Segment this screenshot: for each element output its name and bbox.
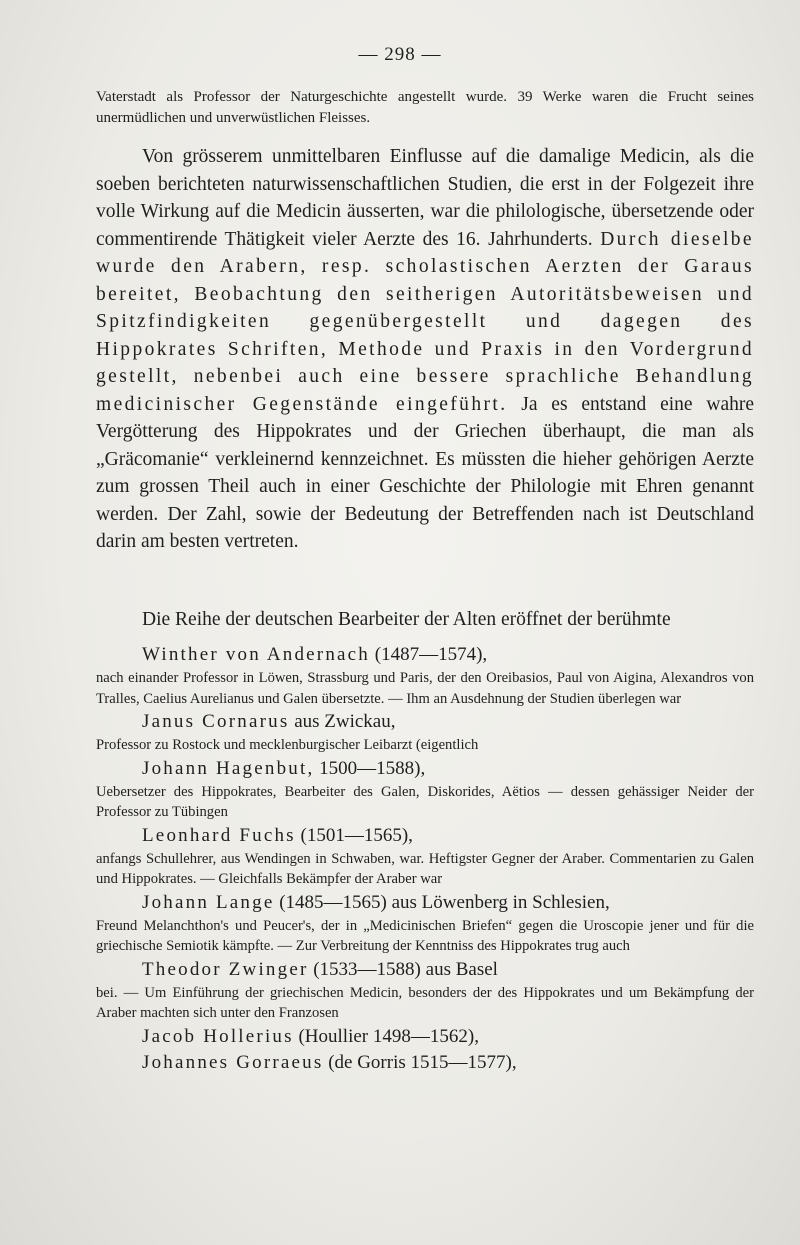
entry-fuchs <box>96 823 754 890</box>
entry-rest: (de Gorris 1515—1577), <box>323 1051 517 1073</box>
entry-description: anfangs Schullehrer, aus Wendingen in Schwaben, war. Heftigster Gegner der Araber. Commentarien zu Galen und Hippokrates. — Gleichfalls Bekämpfer der Araber war <box>96 850 754 887</box>
entry-heading <box>96 756 754 782</box>
main-paragraph-part1: Von grösserem unmittelbaren Einflusse auf die damalige Medicin, als die soeben berichteten naturwissenschaftlichen Studien, die erst in der Folgezeit ihre volle Wirkung auf die Medicin äusserten, war die philologische, übersetzende oder commentirende Thätigkeit vieler Aerzte des 16. Jahrhunderts. <box>96 146 754 250</box>
main-paragraph <box>96 143 754 556</box>
entry-description: Professor zu Rostock und mecklenburgischer Leibarzt (eigentlich <box>96 737 479 753</box>
entry-description: Uebersetzer des Hippokrates, Bearbeiter des Galen, Diskorides, Aëtios — dessen gehässiger Neider der Professor zu Tübingen <box>96 783 754 820</box>
entries-list <box>96 642 754 1076</box>
entry-description: Freund Melanchthon's und Peucer's, der in „Medicinischen Briefen“ gegen die Uroscopie jener und für die griechische Semiotik kämpfte. — Zur Verbreitung der Kenntniss des Hippokrates trug auch <box>96 917 754 954</box>
entry-name: Leonhard Fuchs <box>142 824 296 846</box>
entry-name: Theodor Zwinger <box>142 958 309 980</box>
main-paragraph-spaced: Durch dieselbe wurde den Arabern, resp. scholastischen Aerzten der Garaus bereitet, Beobachtung den seitherigen Autoritätsbeweisen und Spitzfindigkeiten gegenübergestellt und dagegen des Hippokrates Schriften, Methode und Praxis in den Vordergrund gestellt, nebenbei auch eine bessere sprachliche Behandlung medicinischer Gegenstände eingeführt. <box>96 228 754 415</box>
entry-gorraeus <box>96 1050 754 1076</box>
entry-rest: (1501—1565), <box>295 824 413 846</box>
entry-description: nach einander Professor in Löwen, Strassburg und Paris, der den Oreibasios, Paul von Aigina, Alexandros von Tralles, Caelius Aurelianus und Galen übersetzte. — Ihm an Ausdehnung der Studien überlegen war <box>96 670 754 707</box>
entry-hagenbut <box>96 756 754 823</box>
entry-winther <box>96 642 754 709</box>
entry-rest: (1533—1588) aus Basel <box>308 958 498 980</box>
entry-name: Johann Lange <box>142 891 275 913</box>
entry-name: Janus Cornarus <box>142 711 290 732</box>
entry-heading <box>96 823 754 849</box>
main-paragraph-part2: Ja es entstand eine wahre Vergötterung des Hippokrates und der Griechen überhaupt, die man als „Gräcomanie“ verkleinernd kennzeichnet. Es müssten die hieher gehörigen Aerzte zum grossen Theil auch in einer Geschichte der Philologie mit Ehren genannt werden. Der Zahl, sowie der Bedeutung der Betreffenden nach ist Deutschland darin am besten vertreten. <box>96 393 754 552</box>
entry-name: Jacob Hollerius <box>142 1025 294 1047</box>
entry-heading <box>96 1050 754 1076</box>
entry-heading <box>96 642 754 668</box>
entry-rest: (1485—1565) aus Löwenberg in Schlesien, <box>274 891 610 913</box>
entry-name: Johannes Gorraeus <box>142 1051 324 1073</box>
entry-lange <box>96 890 754 957</box>
entry-name: Johann Hagenbut, <box>142 757 315 779</box>
entry-hollerius <box>96 1024 754 1050</box>
top-paragraph: Vaterstadt als Professor der Naturgeschichte angestellt wurde. 39 Werke waren die Frucht seines unermüdlichen und unverwüstlichen Fleisses. <box>96 89 754 126</box>
intro-line: Die Reihe der deutschen Bearbeiter der Alten eröffnet der berühmte <box>142 609 671 630</box>
entry-heading <box>96 890 754 916</box>
entry-heading <box>96 957 754 983</box>
entry-rest: 1500—1588), <box>314 757 426 779</box>
entry-rest: (Houllier 1498—1562), <box>293 1025 479 1047</box>
entry-rest: (1487—1574), <box>370 644 488 665</box>
entry-description: bei. — Um Einführung der griechischen Medicin, besonders der des Hippokrates und um Bekämpfung der Araber machten sich unter den Franzosen <box>96 984 754 1021</box>
entry-heading <box>96 1024 754 1050</box>
entry-name: Winther von Andernach <box>142 644 370 665</box>
entry-rest: aus Zwickau, <box>289 711 396 732</box>
page-number: — 298 — <box>358 44 442 65</box>
entry-cornarus <box>96 709 754 756</box>
entry-heading <box>96 709 754 735</box>
entry-zwinger <box>96 957 754 1024</box>
